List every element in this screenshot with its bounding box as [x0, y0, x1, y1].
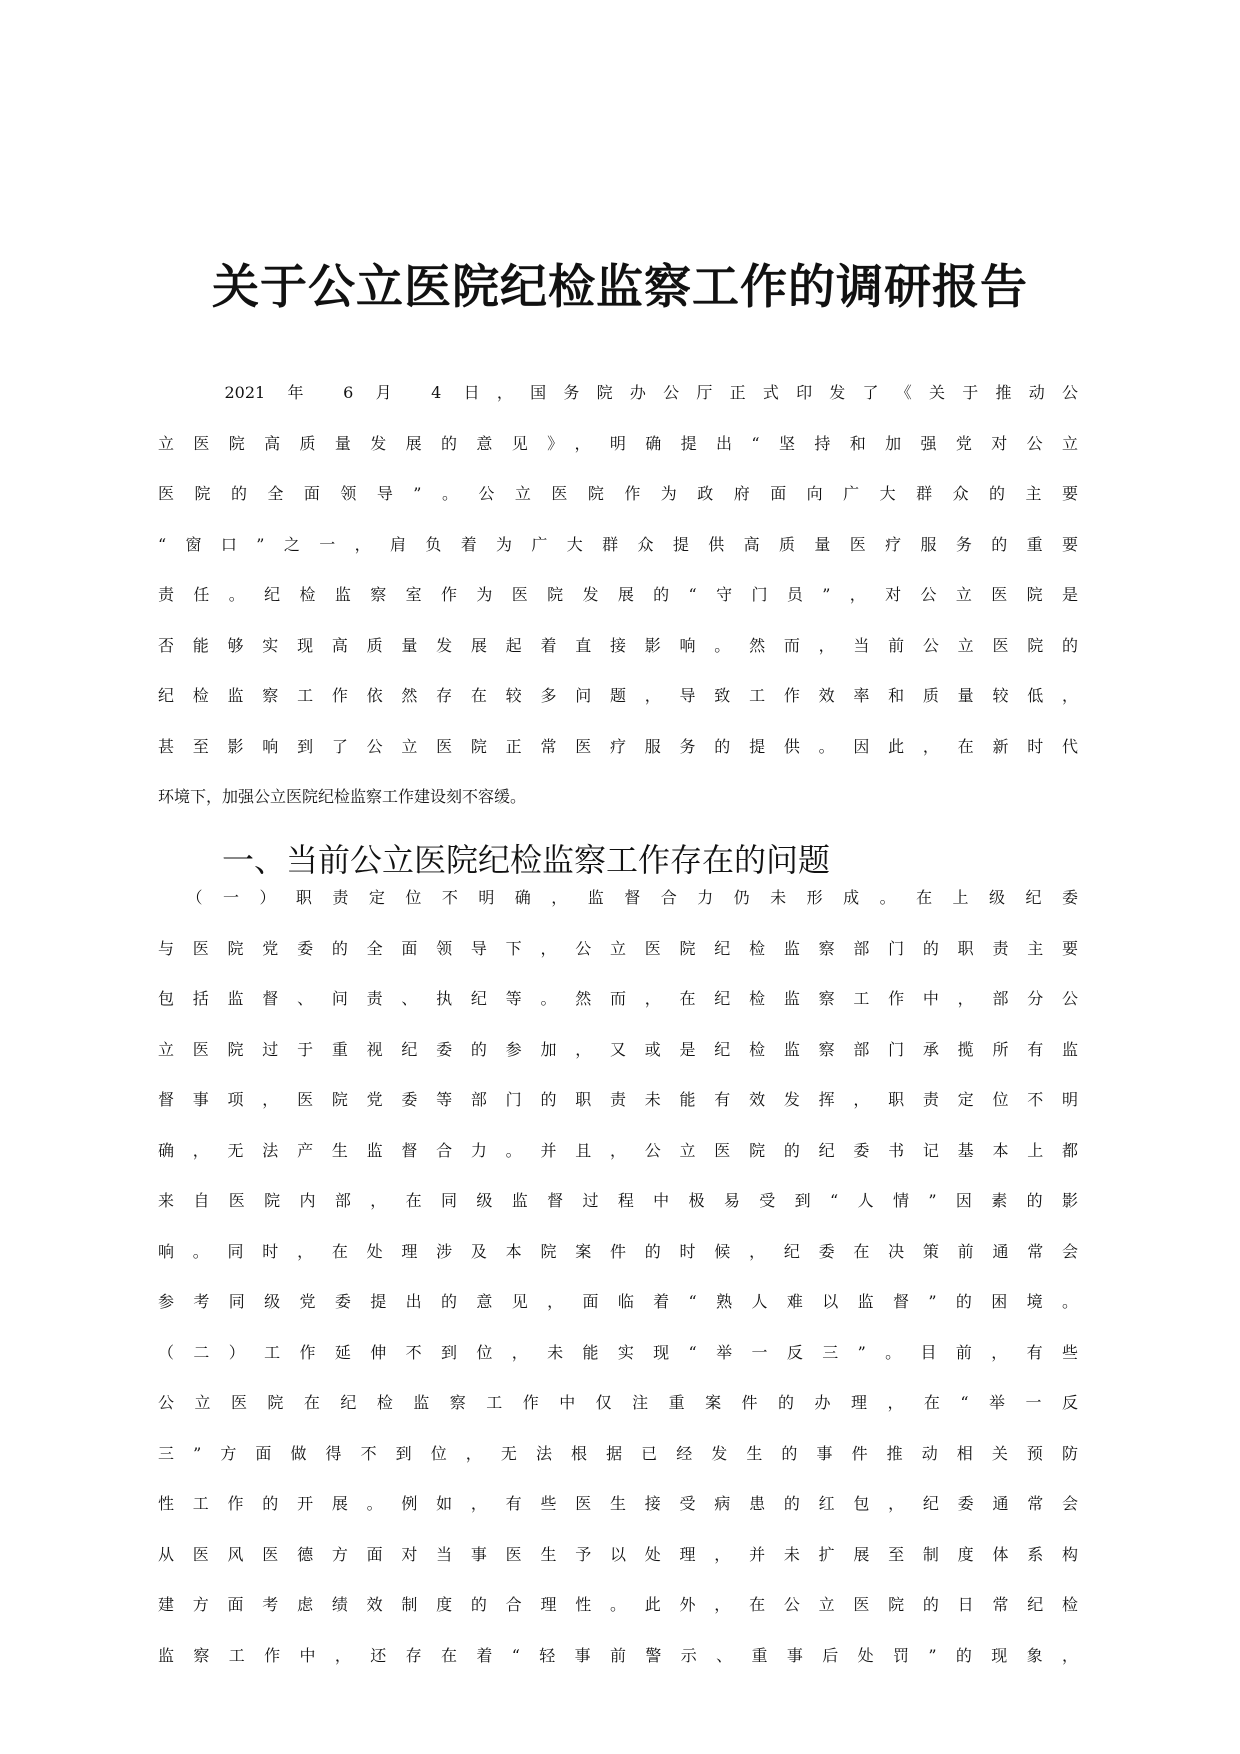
- text-line: 响。同时，在处理涉及本院案件的时候，纪委在决策前通常会: [158, 1241, 1078, 1261]
- document-body: [158, 380, 1078, 1693]
- subsection-2-paragraph: [158, 1340, 1078, 1694]
- text-line: 参考同级党委提出的意见，面临着“熟人难以监督”的困境。: [158, 1292, 1078, 1311]
- text-line: 从医风医德方面对当事医生予以处理，并未扩展至制度体系构: [158, 1544, 1078, 1564]
- text-line: 监察工作中，还存在着“轻事前警示、重事后处罚”的现象，: [158, 1645, 1078, 1665]
- text-line: 医院的全面领导”。公立医院作为政府面向广大群众的主要: [158, 484, 1078, 503]
- section-heading: 一、当前公立医院纪检监察工作存在的问题: [222, 840, 831, 879]
- text-line: 公立医院在纪检监察工作中仅注重案件的办理，在“举一反: [158, 1393, 1078, 1412]
- text-line: 来自医院内部，在同级监督过程中极易受到“人情”因素的影: [158, 1191, 1078, 1210]
- intro-paragraph: [158, 380, 1078, 835]
- text-line: 纪检监察工作依然存在较多问题，导致工作效率和质量较低，: [158, 686, 1078, 705]
- document-title: 关于公立医院纪检监察工作的调研报告: [212, 260, 1028, 315]
- text-line: （一）职责定位不明确，监督合力仍未形成。在上级纪委: [158, 888, 1078, 907]
- text-line: 甚至影响到了公立医院正常医疗服务的提供。因此，在新时代: [158, 736, 1078, 756]
- text-line: 责任。纪检监察室作为医院发展的“守门员”，对公立医院是: [158, 585, 1078, 604]
- text-line: 环境下，加强公立医院纪检监察工作建设刻不容缓。: [158, 787, 527, 806]
- text-line: 督事项，医院党委等部门的职责未能有效发挥，职责定位不明: [158, 1090, 1078, 1109]
- text-line: 2021 年 6 月 4 日，国务院办公厅正式印发了《关于推动公: [158, 383, 1078, 402]
- text-line: “窗口”之一，肩负着为广大群众提供高质量医疗服务的重要: [158, 534, 1078, 554]
- subsection-1-paragraph: [158, 885, 1078, 1340]
- text-line: 性工作的开展。例如，有些医生接受病患的红包，纪委通常会: [158, 1494, 1078, 1513]
- text-line: 建方面考虑绩效制度的合理性。此外，在公立医院的日常纪检: [158, 1595, 1078, 1614]
- text-line: 否能够实现高质量发展起着直接影响。然而，当前公立医院的: [158, 635, 1078, 655]
- text-line: 与医院党委的全面领导下，公立医院纪检监察部门的职责主要: [158, 938, 1078, 958]
- text-line: 三”方面做得不到位，无法根据已经发生的事件推动相关预防: [158, 1443, 1078, 1463]
- text-line: 立医院过于重视纪委的参加，又或是纪检监察部门承揽所有监: [158, 1039, 1078, 1059]
- text-line: 确，无法产生监督合力。并且，公立医院的纪委书记基本上都: [158, 1140, 1078, 1160]
- text-line: （二）工作延伸不到位，未能实现“举一反三”。目前，有些: [158, 1342, 1078, 1362]
- text-line: 立医院高质量发展的意见》，明确提出“坚持和加强党对公立: [158, 433, 1078, 453]
- text-line: 包括监督、问责、执纪等。然而，在纪检监察工作中，部分公: [158, 989, 1078, 1008]
